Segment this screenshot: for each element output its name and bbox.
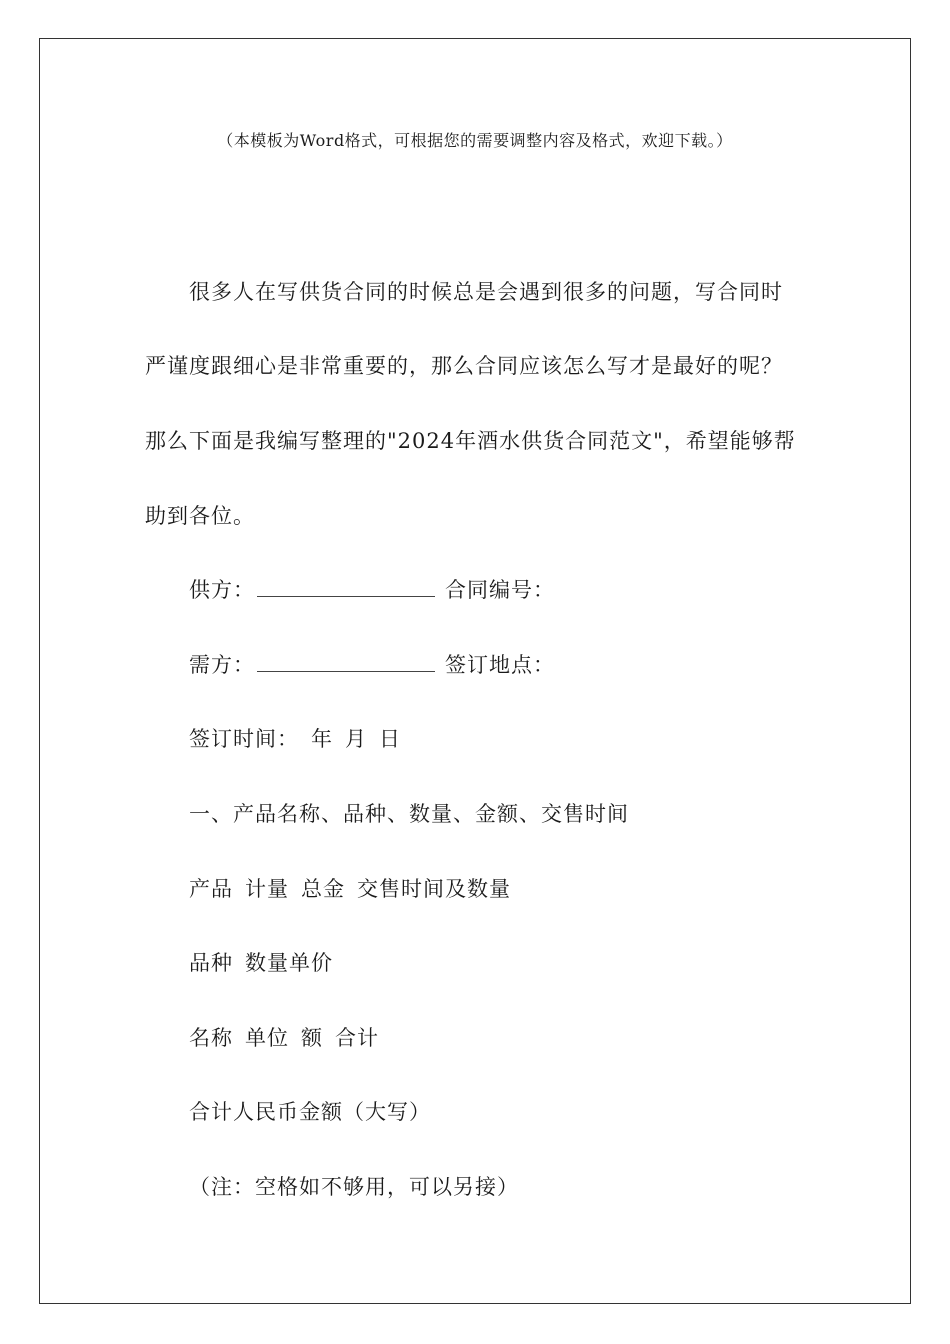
header-note: （本模板为Word格式，可根据您的需要调整内容及格式，欢迎下载。） — [217, 131, 733, 150]
month-label: 月 — [345, 727, 367, 751]
table-cell: 数量单价 — [245, 951, 333, 975]
supplier-label: 供方： — [189, 578, 255, 602]
table-cell: 品种 — [189, 951, 233, 975]
year-label: 年 — [311, 727, 333, 751]
table-row-1 — [189, 873, 511, 903]
table-cell: 总金 — [301, 877, 345, 901]
total-amount-label: 合计人民币金额（大写） — [189, 1100, 431, 1124]
intro-line-3: 那么下面是我编写整理的"2024年酒水供货合同范文"，希望能够帮 — [145, 429, 796, 453]
sign-place-label: 签订地点： — [445, 653, 555, 677]
table-cell: 交售时间及数量 — [357, 877, 511, 901]
intro-line-1: 很多人在写供货合同的时候总是会遇到很多的问题，写合同时 — [189, 280, 783, 304]
supplier-blank-field[interactable] — [257, 578, 435, 597]
buyer-line — [189, 649, 555, 679]
contract-no-label: 合同编号： — [445, 578, 555, 602]
intro-line-4: 助到各位。 — [145, 504, 255, 528]
table-cell: 名称 — [189, 1026, 233, 1050]
intro-line-2: 严谨度跟细心是非常重要的，那么合同应该怎么写才是最好的呢？ — [145, 354, 783, 378]
table-cell: 合计 — [335, 1026, 379, 1050]
table-cell: 额 — [301, 1026, 323, 1050]
section-one-title: 一、产品名称、品种、数量、金额、交售时间 — [189, 802, 629, 826]
table-cell: 产品 — [189, 877, 233, 901]
table-note: （注：空格如不够用，可以另接） — [189, 1175, 519, 1199]
table-cell: 计量 — [245, 877, 289, 901]
day-label: 日 — [379, 727, 401, 751]
supplier-line — [189, 574, 555, 604]
sign-time-line — [189, 723, 401, 753]
table-row-2 — [189, 947, 333, 977]
sign-time-label: 签订时间： — [189, 727, 299, 751]
table-cell: 单位 — [245, 1026, 289, 1050]
buyer-blank-field[interactable] — [257, 653, 435, 672]
table-row-3 — [189, 1022, 379, 1052]
buyer-label: 需方： — [189, 653, 255, 677]
